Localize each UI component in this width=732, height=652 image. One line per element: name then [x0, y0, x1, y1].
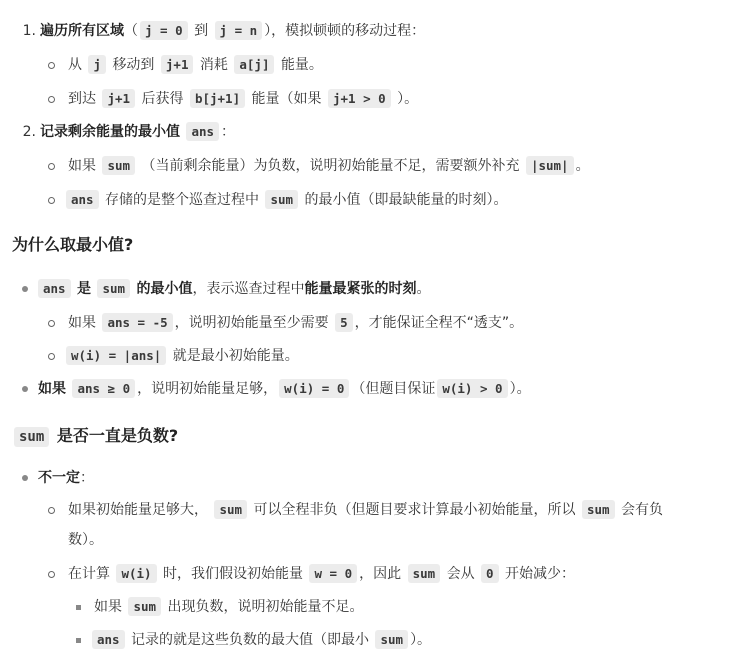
- item-title: 记录剩余能量的最小值: [40, 124, 180, 140]
- text: ）。: [397, 91, 419, 107]
- list-item: [76, 628, 431, 652]
- list-item: [48, 154, 590, 178]
- inline-code: sum: [97, 279, 130, 298]
- inline-code: ans = -5: [102, 313, 172, 332]
- inline-code: w(i) = |ans|: [66, 346, 166, 365]
- text: （当前剩余能量）为负数，说明初始能量不足，需要额外补充: [141, 158, 520, 174]
- list-item: [48, 562, 575, 586]
- text: 时，我们假设初始能量: [163, 566, 304, 582]
- list-item-continuation: [68, 528, 103, 552]
- list-item: [48, 53, 323, 77]
- text: 。: [416, 281, 431, 297]
- text: 是: [77, 281, 92, 297]
- text: ，说明初始能量至少需要: [174, 315, 329, 331]
- inline-code: ans: [66, 190, 99, 209]
- inline-code: ans: [38, 279, 71, 298]
- list-item: [48, 498, 663, 522]
- bullet-circle-icon: [48, 507, 55, 514]
- list-item: [22, 377, 531, 401]
- text: ：: [221, 124, 236, 140]
- bullet-circle-icon: [48, 320, 55, 327]
- text: 存储的是整个巡查过程中: [105, 192, 260, 208]
- bullet-disc-icon: [22, 386, 28, 392]
- text: 的最小值: [136, 281, 193, 297]
- text: 如果初始能量足够大，: [68, 502, 208, 518]
- list-number: 2.: [22, 124, 36, 140]
- inline-code: sum: [102, 156, 135, 175]
- inline-code: j+1: [161, 55, 194, 74]
- bullet-circle-icon: [48, 353, 55, 360]
- inline-code: w(i) > 0: [437, 379, 507, 398]
- text: ，因此: [359, 566, 402, 582]
- inline-code: b[j+1]: [190, 89, 245, 108]
- section-heading: [12, 423, 178, 450]
- text: ，才能保证全程不“透支”。: [354, 315, 524, 331]
- text: ：: [80, 470, 94, 486]
- inline-code: ans: [92, 630, 125, 649]
- list-item: [18, 19, 425, 43]
- text: 如果: [38, 381, 66, 397]
- text: 记录的就是这些负数的最大值（即最小: [131, 632, 370, 648]
- bullet-disc-icon: [22, 475, 28, 481]
- inline-code: 5: [335, 313, 353, 332]
- item-title: 遍历所有区域: [40, 23, 124, 39]
- text: 能量最紧张的时刻: [304, 281, 417, 297]
- text: 能量。: [280, 57, 323, 73]
- text: ，说明初始能量足够，: [137, 381, 278, 397]
- inline-code: w(i): [116, 564, 156, 583]
- bullet-circle-icon: [48, 197, 55, 204]
- inline-code: j = 0: [140, 21, 188, 40]
- text: 不一定: [38, 470, 80, 486]
- list-number: 1.: [22, 23, 36, 39]
- list-item: [22, 277, 431, 301]
- text: （: [124, 23, 138, 39]
- inline-code: j+1: [102, 89, 135, 108]
- text: ，表示巡查过程中: [192, 281, 305, 297]
- inline-code: sum: [408, 564, 441, 583]
- bullet-circle-icon: [48, 163, 55, 170]
- text: （但题目保证: [351, 381, 436, 397]
- text: 到: [194, 23, 209, 39]
- list-item: [22, 466, 94, 490]
- text: 出现负数，说明初始能量不足。: [167, 599, 364, 615]
- text: 会有负: [620, 502, 663, 518]
- text: 就是最小初始能量。: [172, 348, 299, 364]
- inline-code: sum: [375, 630, 408, 649]
- inline-code: w = 0: [309, 564, 357, 583]
- inline-code: 0: [481, 564, 499, 583]
- text: 后获得: [141, 91, 184, 107]
- list-item: [48, 87, 418, 111]
- list-item: [18, 120, 235, 144]
- text: 移动到: [112, 57, 155, 73]
- bullet-circle-icon: [48, 96, 55, 103]
- heading-text: 是否一直是负数?: [56, 426, 179, 445]
- section-heading: 为什么取最小值?: [12, 235, 134, 254]
- inline-code: sum: [265, 190, 298, 209]
- text: 的最小值（即最缺能量的时刻）。: [304, 192, 508, 208]
- bullet-disc-icon: [22, 286, 28, 292]
- inline-code: a[j]: [234, 55, 274, 74]
- text: 从: [68, 57, 82, 73]
- inline-code: j = n: [215, 21, 263, 40]
- inline-code: |sum|: [526, 156, 574, 175]
- bullet-circle-icon: [48, 62, 55, 69]
- text: 如果: [68, 315, 96, 331]
- text: 。: [575, 158, 590, 174]
- list-item: [48, 344, 299, 368]
- text: 可以全程非负（但题目要求计算最小初始能量，所以: [253, 502, 576, 518]
- bullet-square-icon: [76, 605, 81, 610]
- list-item: [48, 311, 523, 335]
- text: 在计算: [68, 566, 110, 582]
- inline-code: ans ≥ 0: [72, 379, 135, 398]
- inline-code: sum: [214, 500, 247, 519]
- text: ）。: [410, 632, 432, 648]
- text: 开始减少：: [505, 566, 576, 582]
- list-item: [76, 595, 363, 619]
- bullet-circle-icon: [48, 571, 55, 578]
- inline-code: j: [88, 55, 106, 74]
- list-item: [48, 188, 508, 212]
- text: 到达: [68, 91, 96, 107]
- text: 会从: [446, 566, 475, 582]
- inline-code: ans: [186, 122, 219, 141]
- inline-code: sum: [14, 427, 49, 447]
- text: 如果: [68, 158, 96, 174]
- inline-code: sum: [582, 500, 615, 519]
- inline-code: sum: [128, 597, 161, 616]
- inline-code: w(i) = 0: [279, 379, 349, 398]
- text: 能量（如果: [251, 91, 322, 107]
- text: 消耗: [199, 57, 228, 73]
- text: 如果: [94, 599, 122, 615]
- text: ），模拟顿顿的移动过程：: [264, 23, 426, 39]
- bullet-square-icon: [76, 638, 81, 643]
- inline-code: j+1 > 0: [328, 89, 391, 108]
- text: 数）。: [68, 532, 103, 548]
- text: ）。: [509, 381, 531, 397]
